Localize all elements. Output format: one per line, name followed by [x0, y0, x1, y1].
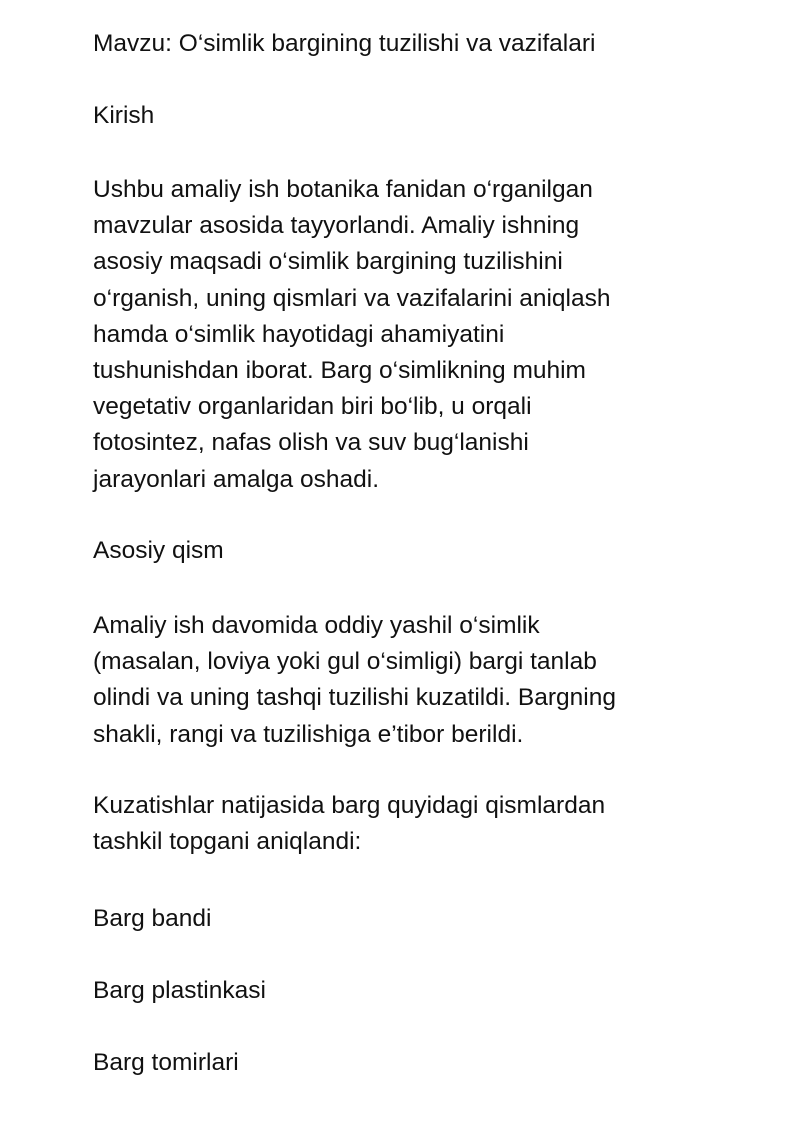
intro-heading: Kirish [93, 102, 155, 129]
intro-line: hamda o‘simlik hayotidagi ahamiyatini [93, 320, 505, 348]
list-item: Barg bandi [93, 905, 212, 932]
intro-line: jarayonlari amalga oshadi. [93, 465, 379, 493]
intro-line: mavzular asosida tayyorlandi. Amaliy ishning [93, 212, 580, 240]
main-line: Amaliy ish davomida oddiy yashil o‘simlik [93, 612, 540, 639]
main-line: (masalan, loviya yoki gul o‘simligi) bargi tanlab [93, 648, 597, 676]
list-item: Barg tomirlari [93, 1049, 239, 1076]
intro-line: vegetativ organlaridan biri bo‘lib, u orqali [93, 393, 532, 421]
intro-line: fotosintez, nafas olish va suv bug‘lanishi [93, 429, 529, 457]
observation-line: tashkil topgani aniqlandi: [93, 828, 362, 856]
intro-line: o‘rganish, uning qismlari va vazifalarini aniqlash [93, 284, 611, 312]
observation-line: Kuzatishlar natijasida barg quyidagi qismlardan [93, 792, 606, 819]
intro-line: asosiy maqsadi o‘simlik bargining tuzilishini [93, 248, 563, 276]
intro-line: tushunishdan iborat. Barg o‘simlikning muhim [93, 357, 586, 385]
main-line: shakli, rangi va tuzilishiga e’tibor berildi. [93, 720, 524, 748]
intro-paragraph [93, 172, 713, 498]
list-item: Barg plastinkasi [93, 977, 266, 1004]
observation-paragraph [93, 788, 713, 860]
document-title: Mavzu: O‘simlik bargining tuzilishi va vazifalari [93, 30, 596, 57]
intro-line: Ushbu amaliy ish botanika fanidan o‘rganilgan [93, 176, 593, 203]
main-heading: Asosiy qism [93, 537, 224, 564]
main-paragraph [93, 608, 713, 753]
main-line: olindi va uning tashqi tuzilishi kuzatildi. Bargning [93, 684, 616, 712]
